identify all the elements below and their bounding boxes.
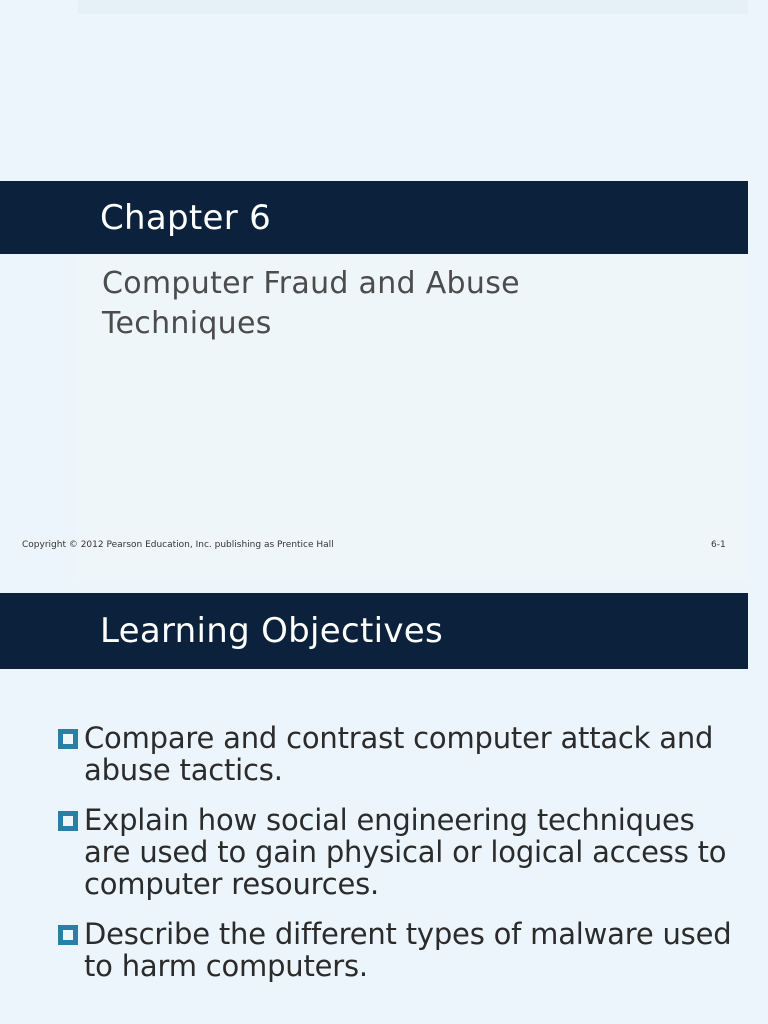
objective-item (58, 804, 738, 900)
square-bullet-icon (58, 925, 78, 945)
objectives-list (58, 722, 738, 1000)
objective-text: Compare and contrast computer attack and abuse tactics. (84, 721, 714, 787)
square-bullet-icon (58, 729, 78, 749)
square-bullet-icon (58, 811, 78, 831)
objective-text: Describe the different types of malware used to harm computers. (84, 917, 732, 983)
objective-text: Explain how social engineering techniques are used to gain physical or logical access to computer resources. (84, 803, 727, 901)
objective-item (58, 918, 738, 982)
slide-title: Chapter 6 (100, 198, 272, 238)
title-bar (0, 181, 748, 254)
slide-subtitle: Computer Fraud and Abuse Techniques (102, 266, 520, 341)
copyright-footer: Copyright © 2012 Pearson Education, Inc. publishing as Prentice Hall (22, 540, 334, 550)
slide-title: Learning Objectives (100, 611, 444, 651)
page-number: 6-1 (711, 540, 726, 550)
title-bar (0, 593, 748, 669)
objective-item (58, 722, 738, 786)
